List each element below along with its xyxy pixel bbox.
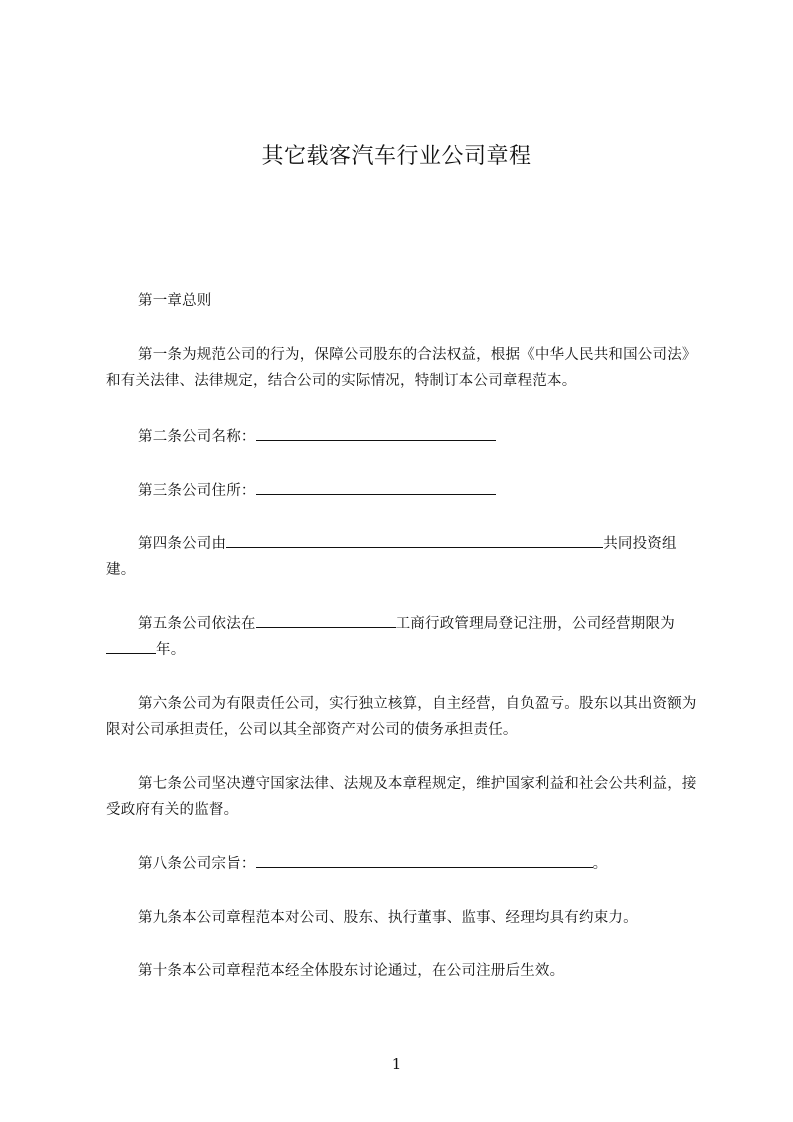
article-5 bbox=[106, 611, 702, 663]
registration-authority-blank bbox=[256, 612, 396, 628]
article-7: 第七条公司坚决遵守国家法律、法规及本章程规定，维护国家利益和社会公共利益，接受政府有关的监督。 bbox=[106, 776, 697, 818]
article-5-text-start: 第五条公司依法在 bbox=[138, 616, 256, 632]
document-title: 其它载客汽车行业公司章程 bbox=[261, 144, 532, 169]
article-2-text: 第二条公司名称： bbox=[138, 429, 256, 445]
page-number: 1 bbox=[391, 1055, 402, 1073]
article-9: 第九条本公司章程范本对公司、股东、执行董事、监事、经理均具有约束力。 bbox=[138, 910, 638, 926]
article-5-text-middle: 工商行政管理局登记注册，公司经营期限为 bbox=[395, 616, 675, 632]
article-2 bbox=[106, 424, 702, 450]
company-name-blank bbox=[256, 425, 496, 441]
company-address-blank bbox=[256, 479, 496, 495]
company-purpose-blank bbox=[256, 852, 593, 868]
article-1: 第一条为规范公司的行为，保障公司股东的合法权益，根据《中华人民共和国公司法》和有关法律、法律规定，结合公司的实际情况，特制订本公司章程范本。 bbox=[106, 347, 697, 389]
article-3 bbox=[106, 478, 702, 504]
article-4-text-start: 第四条公司由 bbox=[138, 536, 227, 552]
article-10: 第十条本公司章程范本经全体股东讨论通过，在公司注册后生效。 bbox=[138, 963, 565, 979]
article-4-text-end: 共同投资组建。 bbox=[106, 536, 677, 578]
article-8-text-start: 第八条公司宗旨： bbox=[138, 856, 256, 872]
article-4 bbox=[106, 531, 702, 583]
article-8-text-end: 。 bbox=[592, 856, 608, 872]
article-6: 第六条公司为有限责任公司，实行独立核算，自主经营，自负盈亏。股东以其出资额为限对公司承担责任，公司以其全部资产对公司的债务承担责任。 bbox=[106, 696, 697, 738]
article-8 bbox=[106, 851, 702, 877]
investors-blank bbox=[226, 532, 603, 548]
article-5-text-end: 年。 bbox=[156, 642, 186, 658]
chapter-heading: 第一章总则 bbox=[138, 293, 212, 309]
operating-term-blank bbox=[106, 638, 156, 654]
article-3-text: 第三条公司住所： bbox=[138, 483, 256, 499]
